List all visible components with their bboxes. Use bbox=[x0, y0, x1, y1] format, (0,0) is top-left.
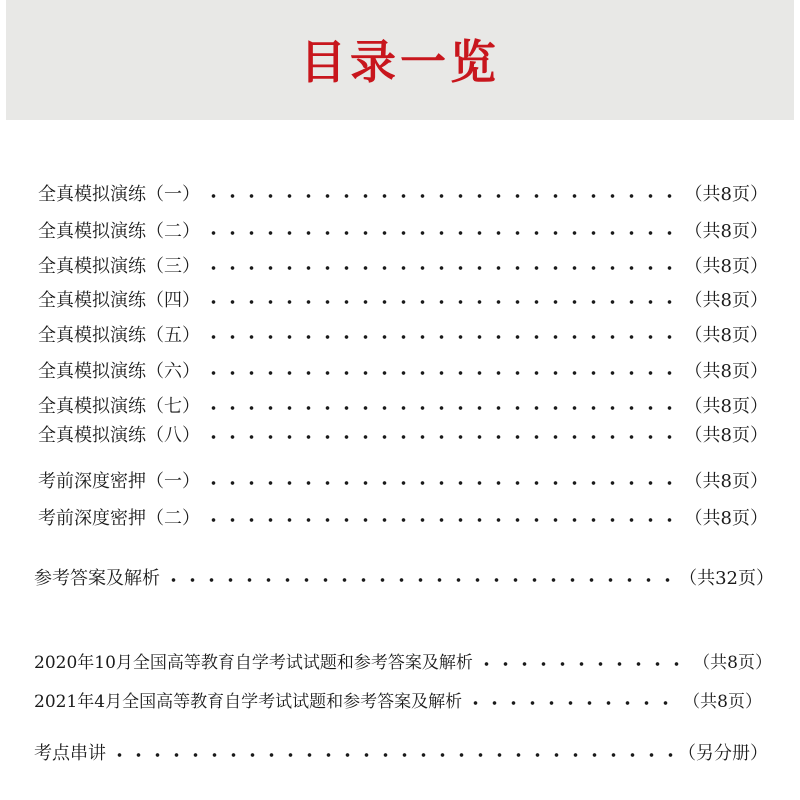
header-banner bbox=[6, 0, 794, 120]
toc-entry-label: 2021年4月全国高等教育自学考试试题和参考答案及解析 bbox=[34, 692, 463, 712]
dot-leader bbox=[106, 741, 678, 767]
dot-leader bbox=[462, 689, 683, 715]
toc-entry-mock-4[interactable] bbox=[38, 288, 768, 314]
toc-entry-past-exam-2021[interactable] bbox=[34, 689, 762, 715]
toc-entry-mock-5[interactable] bbox=[38, 323, 768, 349]
toc-entry-pages: （共8页） bbox=[684, 325, 768, 346]
toc-entry-label: 全真模拟演练（三） bbox=[38, 256, 200, 277]
dot-leader bbox=[200, 254, 685, 280]
toc-entry-label: 2020年10月全国高等教育自学考试试题和参考答案及解析 bbox=[34, 653, 473, 673]
toc-entry-pages: （共8页） bbox=[684, 471, 768, 492]
toc-entry-pages: （共8页） bbox=[693, 653, 772, 673]
toc-entry-pages: （共8页） bbox=[684, 256, 768, 277]
toc-entry-mock-6[interactable] bbox=[38, 359, 768, 385]
toc-entry-pages: （共8页） bbox=[684, 508, 768, 529]
toc-entry-lecture[interactable] bbox=[34, 741, 768, 767]
toc-entry-mock-2[interactable] bbox=[38, 219, 768, 245]
toc-entry-label: 考点串讲 bbox=[34, 743, 106, 764]
toc-entry-pages: （共8页） bbox=[684, 184, 768, 205]
toc-entry-mock-1[interactable] bbox=[38, 182, 768, 208]
toc-entry-label: 全真模拟演练（二） bbox=[38, 221, 200, 242]
toc-entry-prediction-1[interactable] bbox=[38, 469, 768, 495]
toc-entry-label: 全真模拟演练（七） bbox=[38, 396, 200, 417]
dot-leader bbox=[200, 394, 685, 420]
toc-entry-label: 全真模拟演练（一） bbox=[38, 184, 200, 205]
toc-entry-pages: （另分册） bbox=[678, 743, 768, 764]
toc-entry-pages: （共8页） bbox=[684, 361, 768, 382]
toc-entry-label: 全真模拟演练（六） bbox=[38, 361, 200, 382]
toc-entry-mock-7[interactable] bbox=[38, 394, 768, 420]
dot-leader bbox=[200, 182, 685, 208]
toc-entry-label: 全真模拟演练（四） bbox=[38, 290, 200, 311]
toc-entry-label: 全真模拟演练（八） bbox=[38, 425, 200, 446]
dot-leader bbox=[200, 506, 685, 532]
toc-entry-past-exam-2020[interactable] bbox=[34, 650, 772, 676]
dot-leader bbox=[200, 423, 685, 449]
toc-entry-label: 参考答案及解析 bbox=[34, 568, 160, 589]
toc-entry-prediction-2[interactable] bbox=[38, 506, 768, 532]
toc-entry-label: 全真模拟演练（五） bbox=[38, 325, 200, 346]
dot-leader bbox=[160, 566, 679, 592]
toc-entry-pages: （共8页） bbox=[684, 221, 768, 242]
toc-entry-pages: （共8页） bbox=[683, 692, 762, 712]
toc-entry-pages: （共32页） bbox=[679, 568, 774, 589]
dot-leader bbox=[200, 219, 685, 245]
toc-entry-label: 考前深度密押（一） bbox=[38, 471, 200, 492]
dot-leader bbox=[200, 323, 685, 349]
page-title: 目录一览 bbox=[300, 35, 500, 89]
toc-entry-mock-8[interactable] bbox=[38, 423, 768, 449]
dot-leader bbox=[200, 469, 685, 495]
toc-entry-answers[interactable] bbox=[34, 566, 774, 592]
dot-leader bbox=[473, 650, 693, 676]
toc-entry-pages: （共8页） bbox=[684, 290, 768, 311]
toc-entry-pages: （共8页） bbox=[684, 425, 768, 446]
dot-leader bbox=[200, 288, 685, 314]
toc-entry-pages: （共8页） bbox=[684, 396, 768, 417]
dot-leader bbox=[200, 359, 685, 385]
toc-entry-label: 考前深度密押（二） bbox=[38, 508, 200, 529]
toc-entry-mock-3[interactable] bbox=[38, 254, 768, 280]
